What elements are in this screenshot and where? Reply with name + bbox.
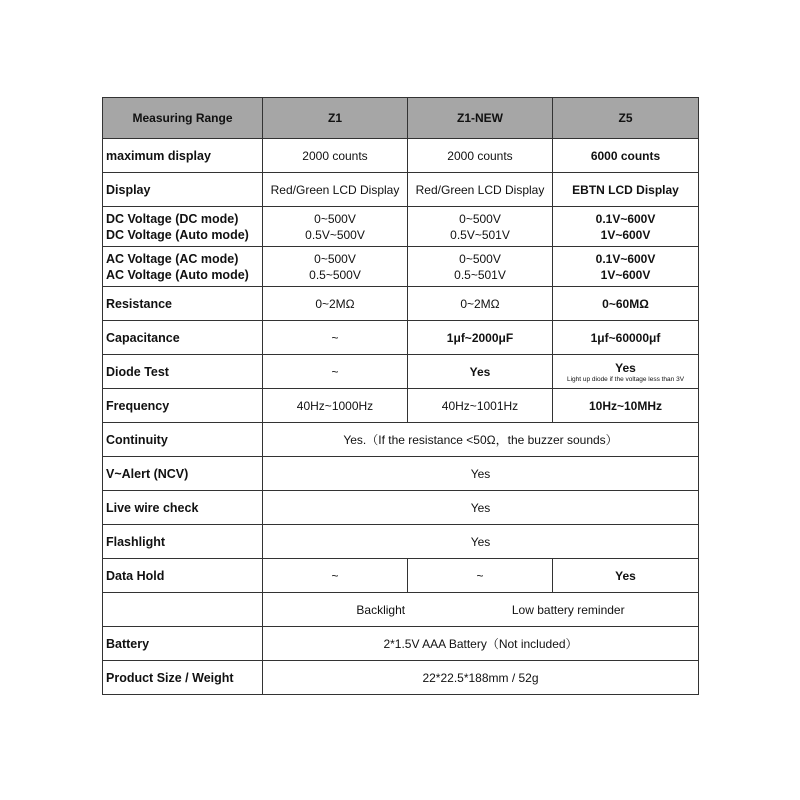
cell-z1-new xyxy=(408,207,553,247)
cell-continuity-all: Yes.（If the resistance <50Ω，the buzzer sounds） xyxy=(263,423,699,457)
cell-z5: 6000 counts xyxy=(553,139,699,173)
label-battery: Battery xyxy=(103,627,263,661)
label-ac-auto: AC Voltage (Auto mode) xyxy=(106,267,249,282)
cell-z1 xyxy=(263,207,408,247)
cell-z5: 10Hz~10MHz xyxy=(553,389,699,423)
cell-live-wire-all: Yes xyxy=(263,491,699,525)
header-z1-new: Z1-NEW xyxy=(408,98,553,139)
cell-z1: ~ xyxy=(263,559,408,593)
cell-z5 xyxy=(553,247,699,287)
label-ncv: V~Alert (NCV) xyxy=(103,457,263,491)
spec-table xyxy=(102,97,699,695)
value-auto-mode: 1V~600V xyxy=(600,227,651,242)
label-capacitance: Capacitance xyxy=(103,321,263,355)
cell-z5: 1μf~60000μf xyxy=(553,321,699,355)
cell-z5 xyxy=(553,207,699,247)
cell-z1-new: 40Hz~1001Hz xyxy=(408,389,553,423)
header-z1: Z1 xyxy=(263,98,408,139)
header-z5: Z5 xyxy=(553,98,699,139)
value-dc-mode: 0~500V xyxy=(459,211,501,226)
cell-flashlight-all: Yes xyxy=(263,525,699,559)
cell-z1-new: 0~2MΩ xyxy=(408,287,553,321)
row-extras xyxy=(103,593,699,627)
label-dc-mode: DC Voltage (DC mode) xyxy=(106,211,239,226)
label-size-weight: Product Size / Weight xyxy=(103,661,263,695)
label-data-hold: Data Hold xyxy=(103,559,263,593)
label-dc-auto: DC Voltage (Auto mode) xyxy=(106,227,249,242)
cell-z1: 2000 counts xyxy=(263,139,408,173)
label-display: Display xyxy=(103,173,263,207)
row-data-hold xyxy=(103,559,699,593)
cell-z1-new xyxy=(408,247,553,287)
row-frequency xyxy=(103,389,699,423)
row-size-weight xyxy=(103,661,699,695)
cell-z1: 40Hz~1000Hz xyxy=(263,389,408,423)
cell-size-weight-all: 22*22.5*188mm / 52g xyxy=(263,661,699,695)
row-continuity xyxy=(103,423,699,457)
cell-ncv-all: Yes xyxy=(263,457,699,491)
diode-note: Light up diode if the voltage less than 3V xyxy=(566,375,685,383)
row-battery xyxy=(103,627,699,661)
label-flashlight: Flashlight xyxy=(103,525,263,559)
cell-z5 xyxy=(553,355,699,389)
label-dc-voltage xyxy=(103,207,263,247)
row-diode-test xyxy=(103,355,699,389)
cell-z1-new: 2000 counts xyxy=(408,139,553,173)
label-ac-voltage xyxy=(103,247,263,287)
row-capacitance xyxy=(103,321,699,355)
value-dc-mode: 0.1V~600V xyxy=(595,211,656,226)
header-measuring-range: Measuring Range xyxy=(103,98,263,139)
row-live-wire xyxy=(103,491,699,525)
row-display xyxy=(103,173,699,207)
cell-z5: 0~60MΩ xyxy=(553,287,699,321)
cell-z5: EBTN LCD Display xyxy=(553,173,699,207)
cell-z5: Yes xyxy=(553,559,699,593)
cell-z1: Red/Green LCD Display xyxy=(263,173,408,207)
value-ac-mode: 0~500V xyxy=(314,251,356,266)
extras-features xyxy=(263,602,698,618)
label-frequency: Frequency xyxy=(103,389,263,423)
low-battery-feature: Low battery reminder xyxy=(511,602,625,617)
label-ac-mode: AC Voltage (AC mode) xyxy=(106,251,239,266)
row-dc-voltage xyxy=(103,207,699,247)
value-dc-mode: 0~500V xyxy=(314,211,356,226)
label-diode-test: Diode Test xyxy=(103,355,263,389)
value-auto-mode: 0.5~500V xyxy=(309,267,361,282)
value-auto-mode: 1V~600V xyxy=(600,267,651,282)
cell-z1-new: ~ xyxy=(408,559,553,593)
value-yes: Yes xyxy=(615,360,636,375)
label-resistance: Resistance xyxy=(103,287,263,321)
value-ac-mode: 0.1V~600V xyxy=(595,251,656,266)
row-max-display xyxy=(103,139,699,173)
cell-z1 xyxy=(263,247,408,287)
cell-battery-all: 2*1.5V AAA Battery（Not included） xyxy=(263,627,699,661)
cell-z1-new: Red/Green LCD Display xyxy=(408,173,553,207)
label-continuity: Continuity xyxy=(103,423,263,457)
label-live-wire: Live wire check xyxy=(103,491,263,525)
cell-z1-new: Yes xyxy=(408,355,553,389)
cell-z1: ~ xyxy=(263,355,408,389)
cell-z1-new: 1μf~2000μF xyxy=(408,321,553,355)
value-auto-mode: 0.5~501V xyxy=(454,267,506,282)
backlight-feature: Backlight xyxy=(356,602,406,617)
row-resistance xyxy=(103,287,699,321)
cell-z1: ~ xyxy=(263,321,408,355)
value-auto-mode: 0.5V~501V xyxy=(450,227,510,242)
header-row xyxy=(103,98,699,139)
row-ncv xyxy=(103,457,699,491)
label-extras xyxy=(103,593,263,627)
value-auto-mode: 0.5V~500V xyxy=(305,227,365,242)
value-ac-mode: 0~500V xyxy=(459,251,501,266)
row-flashlight xyxy=(103,525,699,559)
label-max-display: maximum display xyxy=(103,139,263,173)
row-ac-voltage xyxy=(103,247,699,287)
cell-extras-all xyxy=(263,593,699,627)
cell-z1: 0~2MΩ xyxy=(263,287,408,321)
